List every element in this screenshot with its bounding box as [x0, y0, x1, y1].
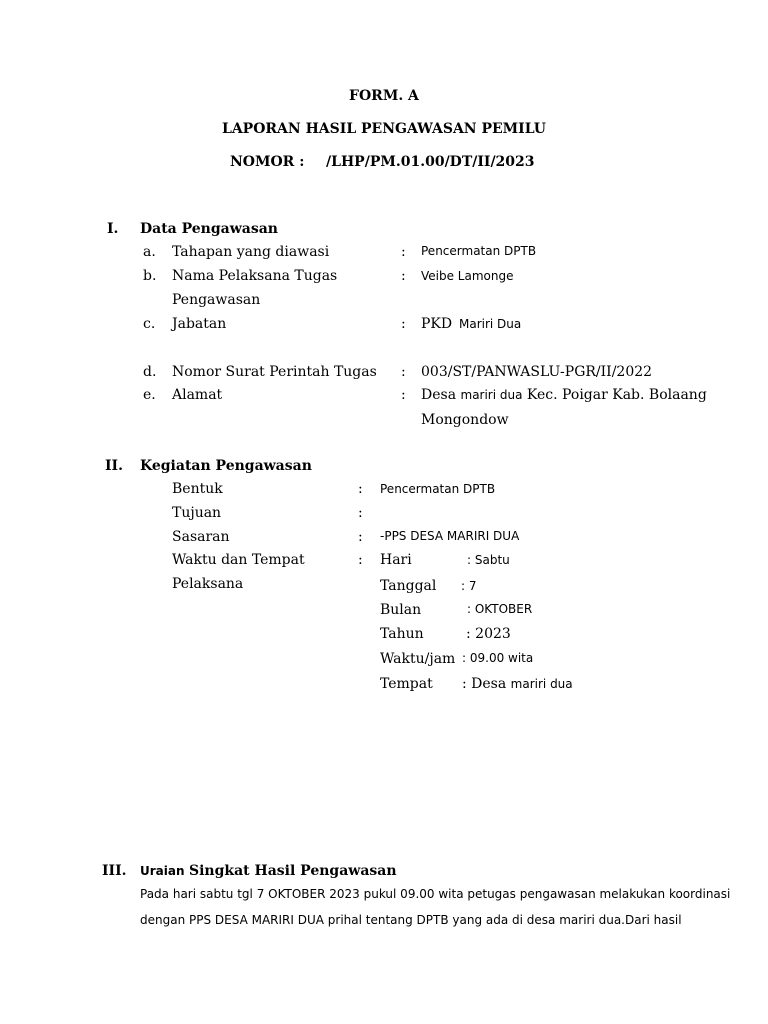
tempat-value-a: : Desa [462, 676, 507, 692]
item-e-label: Alamat [172, 387, 223, 403]
bentuk-value: Pencermatan DPTB [380, 482, 496, 496]
item-e-value-c: Kec. Poigar Kab. Bolaang [526, 387, 707, 403]
hari-value: : Sabtu [467, 553, 510, 567]
tempat-value [462, 676, 573, 692]
sasaran-label: Sasaran [172, 529, 230, 545]
item-e-letter: e. [143, 387, 156, 403]
section2-numeral: II. [105, 458, 123, 474]
waktu-label: Waktu dan Tempat [172, 552, 305, 568]
section1-title: Data Pengawasan [140, 221, 278, 237]
tempat-label: Tempat [380, 676, 433, 692]
item-e-value-b: mariri dua [460, 388, 523, 402]
section2-title: Kegiatan Pengawasan [140, 458, 312, 474]
bulan-value: : OKTOBER [467, 602, 533, 616]
item-a-label: Tahapan yang diawasi [172, 244, 330, 260]
item-b-letter: b. [143, 268, 157, 284]
bentuk-label: Bentuk [172, 481, 223, 497]
item-a-value: Pencermatan DPTB [421, 244, 537, 258]
tujuan-label: Tujuan [172, 505, 222, 521]
hari-label: Hari [380, 552, 412, 568]
waktu-colon: : [358, 552, 363, 568]
tanggal-label: Tanggal [380, 578, 437, 594]
jam-label: Waktu/jam [380, 651, 456, 667]
nomor-value: /LHP/PM.01.00/DT/II/2023 [326, 154, 535, 170]
tahun-value: : 2023 [466, 626, 511, 642]
sasaran-colon: : [358, 529, 363, 545]
item-d-label: Nomor Surat Perintah Tugas [172, 364, 377, 380]
waktu-label-line2: Pelaksana [172, 576, 244, 592]
document-title: LAPORAN HASIL PENGAWASAN PEMILU [221, 121, 547, 137]
item-d-value: 003/ST/PANWASLU-PGR/II/2022 [421, 364, 653, 380]
bulan-label: Bulan [380, 602, 422, 618]
item-d-letter: d. [143, 364, 157, 380]
item-c-value-a: PKD [421, 316, 453, 332]
item-e-value [421, 387, 707, 403]
section3-title-a: Uraian [140, 864, 185, 878]
nomor-label: NOMOR : [230, 154, 305, 170]
item-b-value: Veibe Lamonge [421, 269, 514, 283]
bentuk-colon: : [358, 481, 363, 497]
tanggal-value: : 7 [461, 579, 477, 593]
item-e-value-a: Desa [421, 387, 457, 403]
section3-paragraph-line1: Pada hari sabtu tgl 7 OKTOBER 2023 pukul 09.00 wita petugas pengawasan melakukan koordinasi [140, 887, 731, 901]
form-label: FORM. A [349, 88, 419, 104]
item-c-colon: : [401, 316, 406, 332]
item-b-colon: : [401, 268, 406, 284]
item-b-label: Nama Pelaksana Tugas [172, 268, 338, 284]
item-b-label-line2: Pengawasan [172, 292, 261, 308]
section3-title-b: Singkat Hasil Pengawasan [188, 863, 397, 879]
item-e-colon: : [401, 387, 406, 403]
item-c-value-b: Mariri Dua [459, 317, 522, 331]
section3-title [140, 863, 397, 879]
item-c-label: Jabatan [172, 316, 227, 332]
item-a-colon: : [401, 244, 406, 260]
tahun-label: Tahun [380, 626, 424, 642]
tempat-value-b: mariri dua [510, 677, 573, 691]
sasaran-value: -PPS DESA MARIRI DUA [380, 529, 520, 543]
tujuan-colon: : [358, 505, 363, 521]
section1-numeral: I. [107, 221, 119, 237]
item-c-letter: c. [143, 316, 156, 332]
section3-numeral: III. [102, 863, 127, 879]
item-e-value-line2: Mongondow [421, 412, 509, 428]
item-a-letter: a. [143, 244, 156, 260]
item-d-colon: : [401, 364, 406, 380]
jam-value: : 09.00 wita [462, 651, 534, 665]
section3-paragraph-line2: dengan PPS DESA MARIRI DUA prihal tentang DPTB yang ada di desa mariri dua.Dari hasil [140, 913, 682, 927]
